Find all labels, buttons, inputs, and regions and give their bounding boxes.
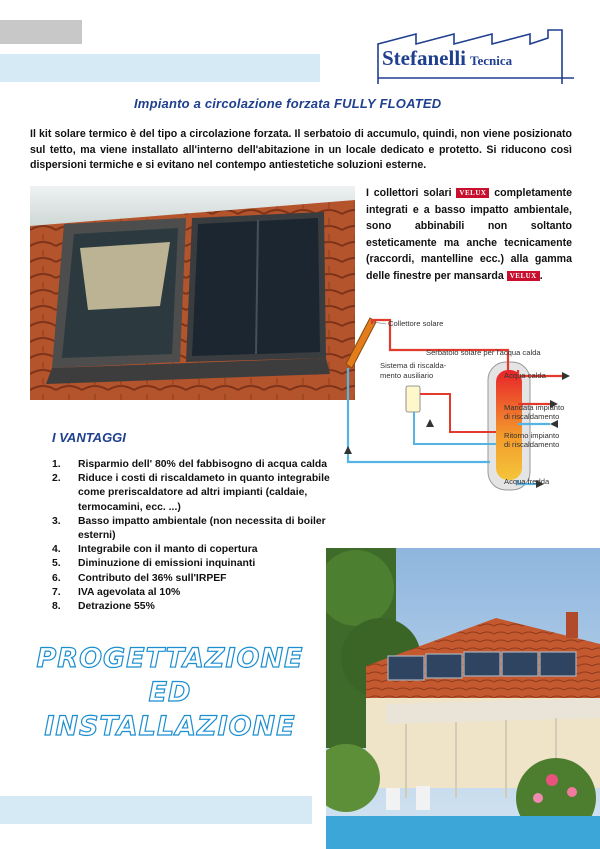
list-item: 7. IVA agevolata al 10% bbox=[52, 586, 181, 598]
label-return-2: di riscaldamento bbox=[504, 440, 560, 449]
house-solar-photo bbox=[326, 548, 600, 849]
intro-paragraph: Il kit solare termico è del tipo a circolazione forzata. Il serbatoio di accumulo, quindi, non viene posizionato sul tetto, ma viene installato all'interno dell'abitazione in un locale dedicato e protetto. Si riducono così dispersioni termiche e si evitano nel contempo antiestetiche soluzioni esterne. bbox=[30, 128, 572, 172]
list-item: 3. Basso impatto ambientale (non necessita di boiler esterni) bbox=[52, 515, 326, 542]
velux-brand-badge: VELUX bbox=[456, 188, 489, 198]
header-grey-tab bbox=[0, 20, 82, 44]
velux-brand-badge-2: VELUX bbox=[507, 271, 540, 281]
solar-collector-icon bbox=[346, 318, 376, 368]
header-blue-band bbox=[0, 54, 320, 82]
label-cold-water: Acqua fredda bbox=[504, 477, 550, 486]
velux-text-part2: completamente integrati e a basso impatto ambientale, sono abbinabili non soltanto esteticamente ma anche tecnicamente (raccordi, mantelline ecc.) alla gamma delle finestre per mansarda bbox=[366, 187, 572, 282]
label-tank: Serbatoio solare per l'acqua calda bbox=[426, 348, 541, 357]
solar-system-diagram bbox=[340, 312, 590, 492]
advantages-list bbox=[52, 458, 330, 614]
roof-velux-photo bbox=[30, 186, 355, 400]
label-flow-1: Mandata impianto bbox=[504, 403, 565, 412]
label-hot-water: Acqua calda bbox=[504, 371, 546, 380]
company-logo bbox=[376, 28, 576, 86]
label-aux-2: mento ausiliario bbox=[380, 371, 434, 380]
vantaggi-title: I VANTAGGI bbox=[52, 430, 126, 445]
footer-blue-band bbox=[0, 796, 312, 824]
slogan bbox=[20, 642, 320, 744]
label-aux-1: Sistema di riscalda- bbox=[380, 361, 447, 370]
aux-heater-icon bbox=[406, 386, 420, 412]
label-flow-2: di riscaldamento bbox=[504, 412, 560, 421]
list-item: 6. Contributo del 36% sull'IRPEF bbox=[52, 572, 227, 584]
list-item: 2. Riduce i costi di riscaldameto in quanto integrabile come preriscaldatore ad altri impianti (caldaie, termocamini, ecc. ...) bbox=[52, 473, 330, 513]
label-return-1: Ritorno impianto bbox=[504, 431, 560, 440]
section-title: Impianto a circolazione forzata FULLY FLOATED bbox=[134, 96, 442, 111]
slogan-line-1: PROGETTAZIONE bbox=[36, 643, 304, 674]
label-collector: Collettore solare bbox=[388, 319, 444, 328]
velux-text-part1: I collettori solari bbox=[366, 187, 452, 199]
slogan-line-3: INSTALLAZIONE bbox=[44, 711, 296, 742]
list-item: 1. Risparmio dell' 80% del fabbisogno di acqua calda bbox=[52, 459, 328, 470]
logo-name: Stefanelli bbox=[382, 46, 466, 70]
logo-suffix: Tecnica bbox=[470, 53, 513, 68]
list-item: 5. Diminuzione di emissioni inquinanti bbox=[52, 558, 256, 570]
slogan-line-2: ED bbox=[148, 677, 192, 708]
logo-text bbox=[382, 46, 512, 71]
list-item: 8. Detrazione 55% bbox=[52, 601, 155, 613]
velux-paragraph bbox=[366, 185, 572, 284]
list-item: 4. Integrabile con il manto di copertura bbox=[52, 544, 258, 556]
velux-text-part3: . bbox=[539, 269, 543, 282]
